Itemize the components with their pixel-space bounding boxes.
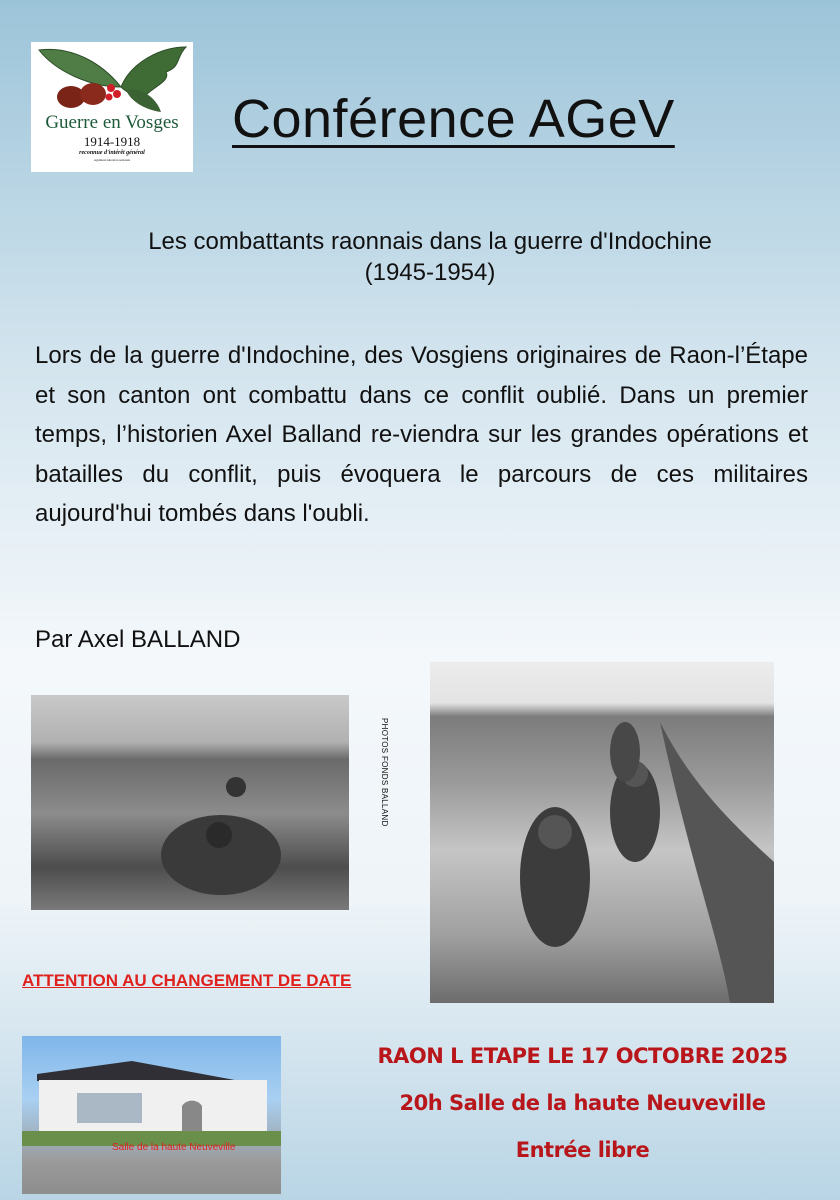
logo-sub: Agrément éducation nationale <box>93 158 131 162</box>
event-date: RAON L ETAPE LE 17 OCTOBRE 2025 <box>377 1044 788 1068</box>
author: Par Axel BALLAND <box>35 626 241 653</box>
event-place: 20h Salle de la haute Neuveville <box>399 1091 766 1115</box>
venue-photo <box>22 1036 281 1194</box>
logo-years: 1914-1918 <box>83 134 141 149</box>
photo-credit: PHOTOS FONDS BALLAND <box>380 718 389 827</box>
logo-name: Guerre en Vosges <box>45 112 179 133</box>
venue-photo-caption: Salle de la haute Neuveville <box>112 1142 236 1153</box>
date-change-notice: ATTENTION AU CHANGEMENT DE DATE <box>22 971 352 990</box>
subtitle-line1: Les combattants raonnais dans la guerre d'Indochine <box>148 228 712 255</box>
guerre-en-vosges-logo <box>31 42 193 172</box>
trench-photo <box>31 695 349 910</box>
subtitle <box>60 226 800 288</box>
description: Lors de la guerre d'Indochine, des Vosgiens originaires de Raon-l’Étape et son canton ont combattu dans ce conflit oublié. Dans un premier temps, l’historien Axel Balland re-viendra sur les grandes opérations et batailles du conflit, puis évoquera le parcours de ces militaires aujourd'hui tombés dans l'oubli. <box>35 342 808 527</box>
holly-leaves-icon <box>31 42 193 112</box>
subtitle-line2: (1945-1954) <box>364 259 496 286</box>
page-title: Conférence AGeV <box>232 89 675 149</box>
logo-tagline: reconnue d'intérêt général <box>79 150 145 156</box>
soldiers-wading-photo <box>430 662 774 1003</box>
event-entry: Entrée libre <box>515 1138 650 1162</box>
